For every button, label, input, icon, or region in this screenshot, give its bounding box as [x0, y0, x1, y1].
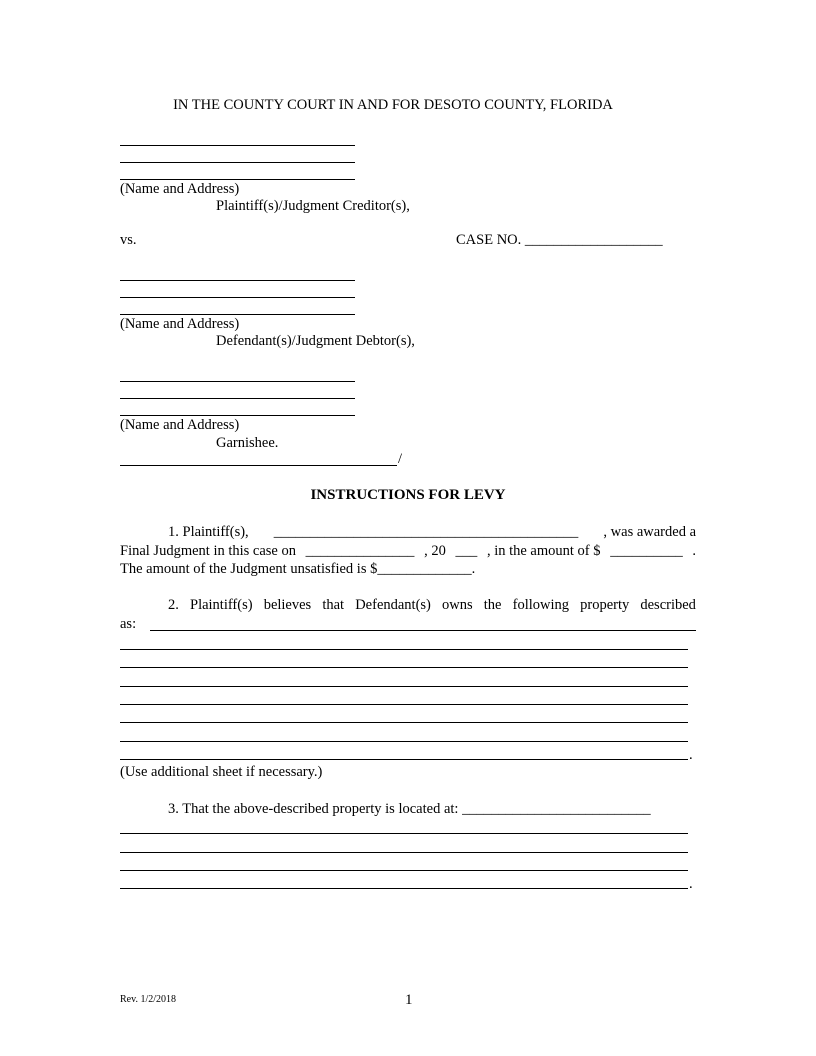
- para2-word: Plaintiff(s): [190, 597, 253, 613]
- revision-date: Rev. 1/2/2018: [120, 994, 177, 1005]
- para1-line2: [120, 544, 696, 559]
- para1-plaintiff-label: 1. Plaintiff(s),: [168, 524, 249, 540]
- property-location-line-1[interactable]: [120, 833, 688, 834]
- property-location-line-2[interactable]: [120, 852, 688, 853]
- plaintiff-role-label: Plaintiff(s)/Judgment Creditor(s),: [216, 198, 410, 214]
- para2-as-label: as:: [120, 616, 137, 632]
- property-location-line-3[interactable]: [120, 870, 688, 871]
- para2-end-period: .: [689, 747, 693, 763]
- defendant-role-label: Defendant(s)/Judgment Debtor(s),: [216, 333, 415, 349]
- property-description-line-2[interactable]: [120, 649, 688, 650]
- para2-word: owns: [442, 597, 473, 613]
- caption-end-line: [120, 465, 397, 466]
- case-no-field: [456, 233, 663, 248]
- property-location-line-4[interactable]: [120, 888, 688, 889]
- para1-line3: [120, 562, 475, 577]
- garnishee-role-label: Garnishee.: [216, 435, 279, 451]
- para1-line2-period: .: [692, 543, 696, 559]
- para2-word: property: [580, 597, 630, 613]
- defendant-name-line-3[interactable]: [120, 314, 355, 315]
- defendant-name-address-label: (Name and Address): [120, 316, 240, 332]
- para2-word: described: [640, 597, 696, 613]
- garnishee-name-line-3[interactable]: [120, 415, 355, 416]
- additional-sheet-note: (Use additional sheet if necessary.): [120, 764, 323, 780]
- para2-word: that: [322, 597, 345, 613]
- para2-word: Defendant(s): [355, 597, 431, 613]
- para3-line1: [168, 802, 651, 817]
- caption-end-slash: /: [398, 451, 403, 467]
- plaintiff-name-line-2[interactable]: [120, 162, 355, 163]
- para2-line1: [168, 598, 696, 613]
- plaintiff-name-line-3[interactable]: [120, 179, 355, 180]
- plaintiff-name-line-1[interactable]: [120, 145, 355, 146]
- plaintiff-name-address-label: (Name and Address): [120, 181, 240, 197]
- judgment-year-blank[interactable]: ___: [455, 543, 478, 559]
- property-description-line-1[interactable]: [150, 630, 696, 631]
- property-description-line-7[interactable]: [120, 741, 688, 742]
- garnishee-name-line-1[interactable]: [120, 381, 355, 382]
- page-number: 1: [405, 992, 413, 1008]
- para3-end-period: .: [689, 876, 693, 892]
- para1-awarded-text: , was awarded a: [603, 524, 696, 540]
- case-no-blank[interactable]: ___________________: [524, 232, 663, 248]
- property-location-label: 3. That the above-described property is located at:: [168, 801, 459, 817]
- defendant-name-line-1[interactable]: [120, 280, 355, 281]
- para2-word: 2.: [168, 597, 179, 613]
- plaintiff-name-blank[interactable]: __________________________________________: [273, 524, 579, 540]
- para1-amount-text: , in the amount of $: [486, 543, 601, 559]
- case-no-label: CASE NO.: [456, 232, 522, 248]
- property-description-line-6[interactable]: [120, 722, 688, 723]
- property-description-line-5[interactable]: [120, 704, 688, 705]
- para2-word: following: [512, 597, 569, 613]
- property-description-line-4[interactable]: [120, 686, 688, 687]
- vs-label: vs.: [120, 232, 137, 248]
- para1-line3-period: .: [471, 561, 476, 577]
- para2-word: believes: [263, 597, 312, 613]
- judgment-date-blank[interactable]: _______________: [305, 543, 415, 559]
- unsatisfied-amount-blank[interactable]: _____________: [377, 561, 472, 577]
- para1-year-prefix: , 20: [424, 543, 446, 559]
- court-header: IN THE COUNTY COURT IN AND FOR DESOTO COUNTY, FLORIDA: [173, 97, 613, 113]
- garnishee-name-address-label: (Name and Address): [120, 417, 240, 433]
- property-description-line-3[interactable]: [120, 667, 688, 668]
- judgment-amount-blank[interactable]: __________: [610, 543, 683, 559]
- para1-line1: [168, 525, 696, 540]
- para1-judgment-text: Final Judgment in this case on: [120, 543, 296, 559]
- property-location-blank[interactable]: __________________________: [462, 801, 651, 817]
- property-description-line-8[interactable]: [120, 759, 688, 760]
- unsatisfied-amount-label: The amount of the Judgment unsatisfied is $: [120, 561, 378, 577]
- document-title: INSTRUCTIONS FOR LEVY: [310, 487, 506, 503]
- para2-word: the: [483, 597, 502, 613]
- defendant-name-line-2[interactable]: [120, 297, 355, 298]
- garnishee-name-line-2[interactable]: [120, 398, 355, 399]
